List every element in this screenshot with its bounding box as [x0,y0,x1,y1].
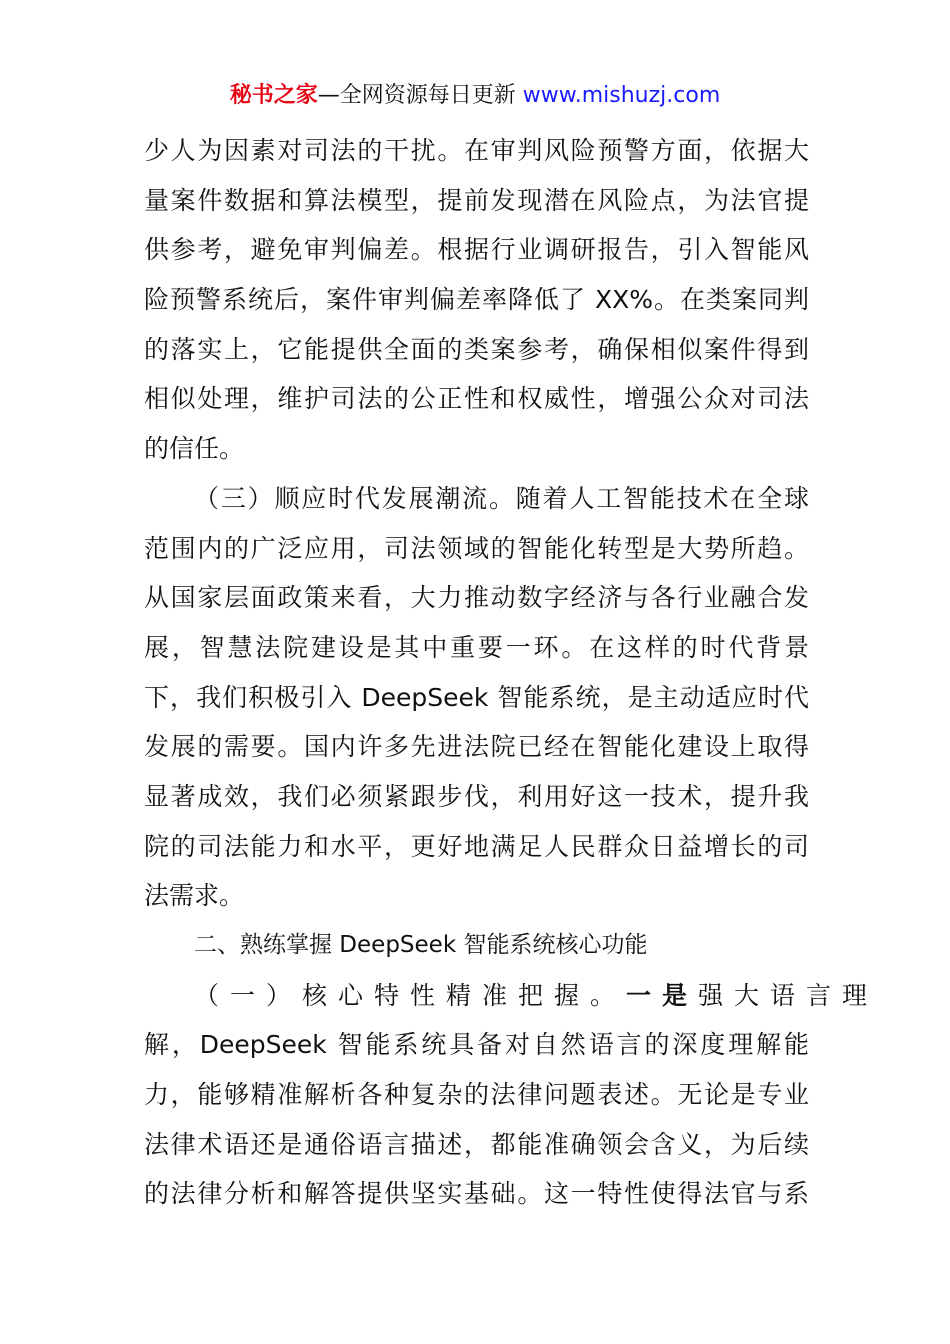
text-line: 范围内的广泛应用，司法领域的智能化转型是大势所趋。 [144,533,809,563]
text-line: 从国家层面政策来看，大力推动数字经济与各行业融合发 [144,583,809,613]
text-line: 力，能够精准解析各种复杂的法律问题表述。无论是专业 [144,1080,809,1110]
text-line: 下，我们积极引入 DeepSeek 智能系统，是主动适应时代 [144,682,809,712]
site-slogan: —全网资源每日更新 [317,83,523,108]
text-line: 的信任。 [144,434,245,464]
text-line: 发展的需要。国内许多先进法院已经在智能化建设上取得 [144,732,809,762]
text-line: 的落实上，它能提供全面的类案参考，确保相似案件得到 [144,334,809,364]
text-line: 量案件数据和算法模型，提前发现潜在风险点，为法官提 [144,185,809,215]
site-header [0,80,950,112]
text-line: 险预警系统后，案件审判偏差率降低了 XX%。在类案同判 [144,285,809,315]
text-line: 展，智慧法院建设是其中重要一环。在这样的时代背景 [144,632,809,662]
text-line: 的法律分析和解答提供坚实基础。这一特性使得法官与系 [144,1179,809,1209]
section-three-heading-line: （三）顺应时代发展潮流。随着人工智能技术在全球 [194,483,809,513]
text-line: 相似处理，维护司法的公正性和权威性，增强公众对司法 [144,384,809,414]
text-line: 显著成效，我们必须紧跟步伐，利用好这一技术，提升我 [144,781,809,811]
section-two-heading: 二、熟练掌握 DeepSeek 智能系统核心功能 [194,932,648,958]
text-line: 法律术语还是通俗语言描述，都能准确领会含义，为后续 [144,1129,809,1159]
text-line: 院的司法能力和水平，更好地满足人民群众日益增长的司 [144,831,809,861]
site-brand: 秘书之家 [229,83,318,108]
subsection-one-title: （一）核心特性精准把握。 [194,980,627,1010]
text-line: 法需求。 [144,881,245,911]
text-line: 解，DeepSeek 智能系统具备对自然语言的深度理解能 [144,1030,809,1060]
document-body [144,126,879,1219]
first-point-text: 强大语言理 [698,980,879,1010]
text-line: 供参考，避免审判偏差。根据行业调研报告，引入智能风 [144,235,809,265]
site-url[interactable]: www.mishuzj.com [522,83,721,108]
text-line: 少人为因素对司法的干扰。在审判风险预警方面，依据大 [144,136,809,165]
subsection-one-line [144,971,879,1021]
first-point-marker: 一是 [626,980,699,1010]
